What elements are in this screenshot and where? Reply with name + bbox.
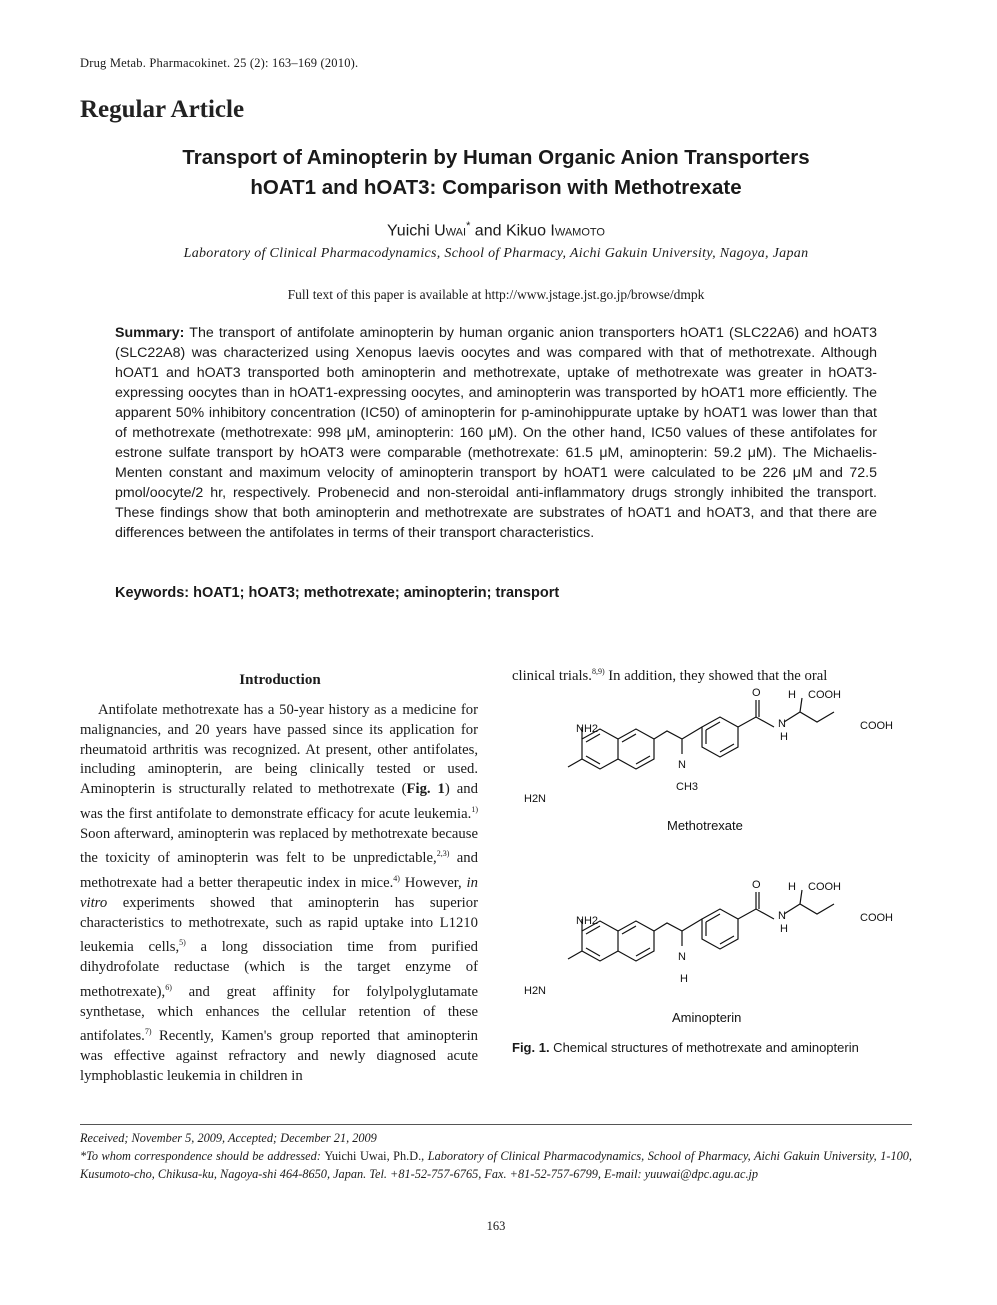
footnote-divider bbox=[80, 1124, 912, 1125]
group-label: COOH bbox=[860, 720, 893, 732]
group-label: NH2 bbox=[576, 915, 599, 927]
group-label: COOH bbox=[860, 912, 893, 924]
footnotes bbox=[80, 1129, 912, 1183]
group-label: H2N bbox=[524, 793, 547, 805]
correspondence-text: *To whom correspondence should be addressed: bbox=[80, 1149, 325, 1163]
intro-text: Soon afterward, aminopterin was replaced by methotrexate because the toxicity of aminopterin was felt to be unpredictable, bbox=[80, 825, 478, 867]
correspondence-name: Yuichi Uwai, Ph.D., bbox=[324, 1149, 428, 1163]
received-dates: Received; November 5, 2009, Accepted; December 21, 2009 bbox=[80, 1131, 377, 1145]
intro-text: a long dissociation time from purified dihydrofolate reductase (which is the target enzyme of methotrexate), bbox=[80, 939, 478, 1000]
figure-1-structures bbox=[512, 682, 912, 1032]
author-2-family: Iwamoto bbox=[550, 222, 605, 240]
atom-label: H bbox=[780, 731, 788, 743]
article-title bbox=[80, 143, 912, 203]
summary-label: Summary: bbox=[115, 325, 185, 341]
col2-text: In addition, they showed that the oral bbox=[604, 667, 828, 684]
affiliation: Laboratory of Clinical Pharmacodynamics, School of Pharmacy, Aichi Gakuin University, Nagoya, Japan bbox=[183, 246, 809, 261]
group-label: COOH bbox=[808, 689, 841, 701]
page-number: 163 bbox=[486, 1219, 506, 1233]
citation-ref[interactable]: 2,3) bbox=[436, 849, 450, 859]
citation-ref[interactable]: 5) bbox=[179, 938, 186, 948]
citation-ref[interactable]: 4) bbox=[393, 874, 400, 884]
atom-label: H bbox=[788, 689, 796, 701]
summary-text: The transport of antifolate aminopterin by human organic anion transporters hOAT1 (SLC22A6) and hOAT3 (SLC22A8) was characterized using Xenopus laevis oocytes and was compared with that of methotrexate. Although hOAT1 and hOAT3 transported both aminopterin and methotrexate, uptake of methotrexate was greater in hOAT3-expressing oocytes than in hOAT1-expressing oocytes, and aminopterin was transported by hOAT1 more efficiently. The apparent 50% inhibitory concentration (IC50) of aminopterin for p-aminohippurate uptake by hOAT1 was lower than that of methotrexate (methotrexate: 998 μM, aminopterin: 160 μM). On the other hand, IC50 values of these antifolates for estrone sulfate transport by hOAT3 were comparable (methotrexate: 61.5 μM, aminopterin: 59.2 μM). The Michaelis-Menten constant and maximum velocity of aminopterin transport by hOAT1 were calculated to be 226 μM and 72.5 pmol/oocyte/2 hr, respectively. Probenecid and non-steroidal anti-inflammatory drugs strongly inhibited the transport. These findings show that both aminopterin and methotrexate are substrates of hOAT1 and hOAT3, and that there are differences between the antifolates in terms of their transport characteristics. bbox=[115, 325, 878, 541]
citation-ref[interactable]: 8,9) bbox=[591, 667, 605, 676]
author-2-given: and Kikuo bbox=[470, 222, 551, 240]
citation-ref[interactable]: 7) bbox=[144, 1027, 152, 1037]
intro-text: Antifolate methotrexate has a 50-year history as a medicine for malignancies, and 20 years have passed since its application for rheumatoid arthritis was recognized. At present, other antifolates, including aminopterin, are being clinically tested or used. Aminopterin is structurally related to methotrexate ( bbox=[80, 702, 478, 798]
intro-text: Recently, Kamen's group reported that aminopterin was effective against refractory and newly diagnosed acute lymphoblastic leukemia in children in bbox=[80, 1028, 478, 1084]
caption-text: Chemical structures of methotrexate and aminopterin bbox=[549, 1040, 859, 1055]
figure-label-methotrexate: Methotrexate bbox=[667, 818, 743, 833]
correspondence-text: Laboratory of Clinical Pharmacodynamics, School of Pharmacy, Aichi Gakuin University, 1-100, Kusumoto-cho, Chikusa-ku, Nagoya-shi 464-8650, Japan. Tel. +81-52-757-6765, Fax. +81-52-757-6799, E-mail: yuuwai@dpc.agu.ac.jp bbox=[80, 1149, 912, 1181]
group-label: NH2 bbox=[576, 723, 599, 735]
figure-label-aminopterin: Aminopterin bbox=[672, 1010, 742, 1025]
keywords: Keywords: hOAT1; hOAT3; methotrexate; aminopterin; transport bbox=[115, 585, 560, 601]
full-text-note: Full text of this paper is available at http://www.jstage.jst.go.jp/browse/dmpk bbox=[287, 287, 705, 302]
group-label: H2N bbox=[524, 985, 547, 997]
intro-text: However, bbox=[399, 875, 467, 892]
group-label: CH3 bbox=[676, 781, 699, 793]
summary bbox=[115, 323, 877, 543]
introduction-heading: Introduction bbox=[239, 672, 321, 688]
atom-label: H bbox=[788, 881, 796, 893]
title-line-1: Transport of Aminopterin by Human Organic Anion Transporters bbox=[182, 146, 810, 169]
figure-caption bbox=[512, 1040, 859, 1055]
atom-label: O bbox=[752, 879, 761, 891]
caption-label: Fig. 1. bbox=[512, 1040, 550, 1055]
methotrexate-structure bbox=[568, 698, 834, 769]
intro-text: experiments showed that aminopterin has superior characteristics to methotrexate, such as rapid uptake into L1210 leukemia cells, bbox=[80, 894, 478, 956]
title-line-2: hOAT1 and hOAT3: Comparison with Methotrexate bbox=[250, 176, 742, 199]
atom-label: N bbox=[778, 910, 786, 922]
atom-label: N bbox=[678, 951, 686, 963]
intro-text: and great affinity for folylpolyglutamate synthetase, which enhances the cellular retention of these antifolates. bbox=[80, 983, 478, 1045]
atom-label: N bbox=[678, 759, 686, 771]
atom-label: H bbox=[680, 973, 688, 985]
corresponding-mark: * bbox=[466, 220, 471, 232]
citation-ref[interactable]: 6) bbox=[165, 982, 172, 992]
intro-text: and methotrexate had a better therapeutic index in mice. bbox=[80, 850, 478, 892]
group-label: COOH bbox=[808, 881, 841, 893]
atom-label: O bbox=[752, 687, 761, 699]
intro-text: ) and was the first antifolate to demonstrate efficacy for acute leukemia. bbox=[80, 781, 478, 822]
correspondence bbox=[80, 1147, 912, 1183]
citation-ref[interactable]: 1) bbox=[471, 804, 478, 814]
introduction-body bbox=[80, 701, 478, 1087]
col2-text: clinical trials. bbox=[512, 667, 592, 684]
intro-text: in vitro bbox=[80, 875, 478, 911]
aminopterin-structure bbox=[568, 890, 834, 961]
figure-reference-link[interactable]: Fig. 1 bbox=[406, 781, 445, 798]
author-1-family: Uwai bbox=[434, 222, 467, 240]
section-label: Regular Article bbox=[80, 96, 245, 123]
atom-label: N bbox=[778, 718, 786, 730]
author-line bbox=[80, 220, 912, 240]
atom-label: H bbox=[780, 923, 788, 935]
author-1-given: Yuichi bbox=[387, 222, 435, 240]
journal-reference: Drug Metab. Pharmacokinet. 25 (2): 163–169 (2010). bbox=[80, 56, 359, 70]
